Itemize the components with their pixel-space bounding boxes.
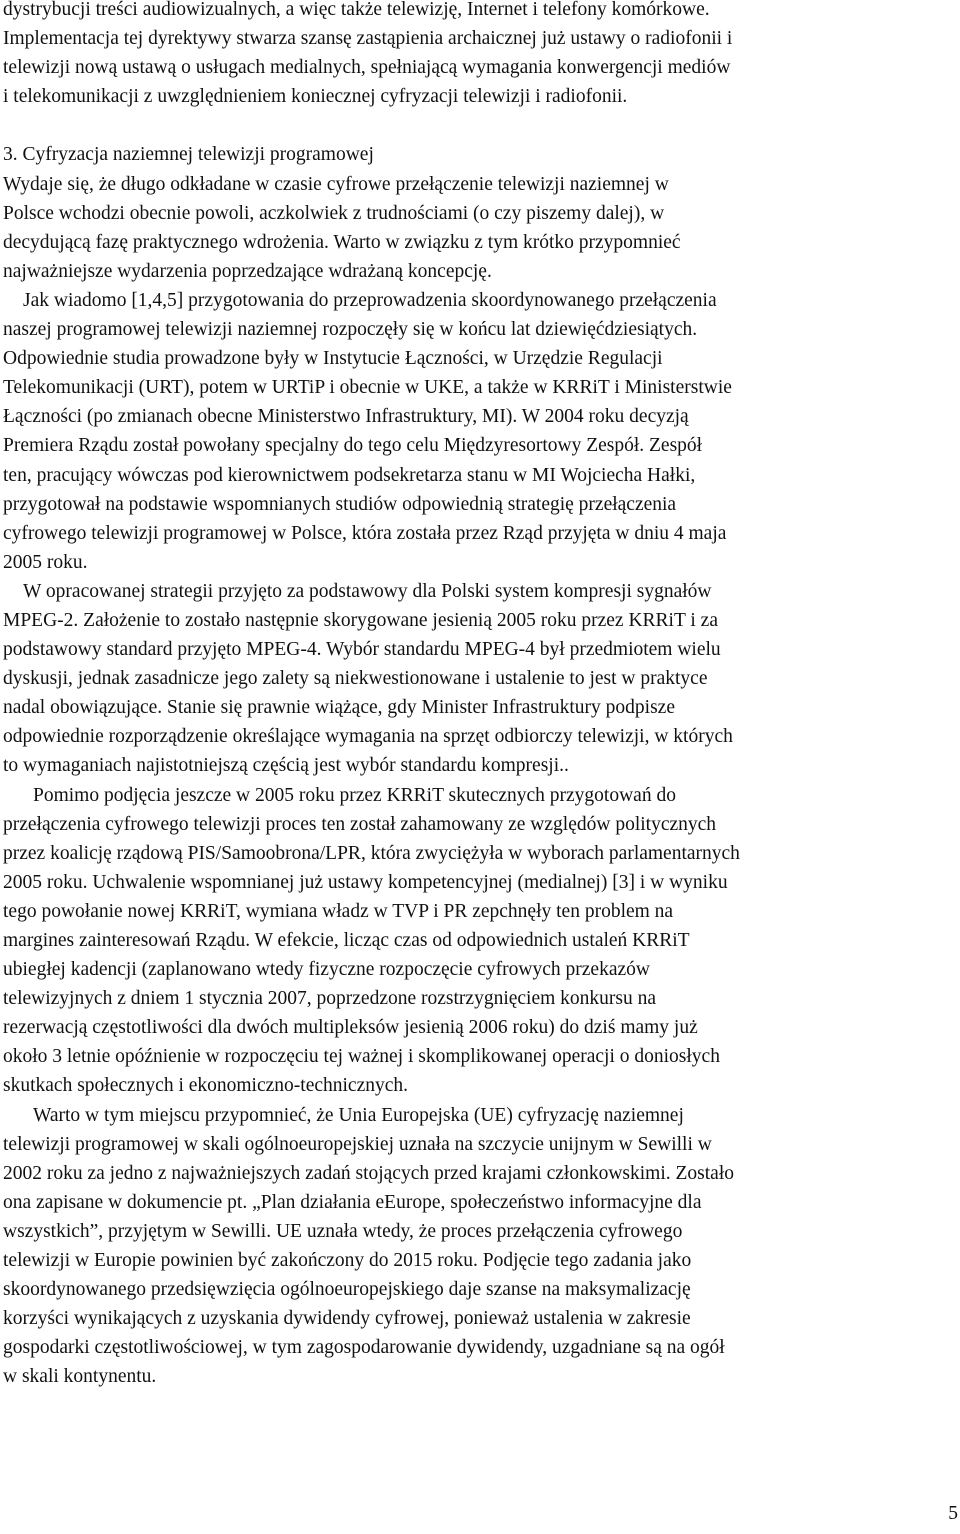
text-line: i telekomunikacji z uwzględnieniem koniecznej cyfryzacji telewizji i radiofonii.: [3, 86, 628, 108]
text-line: w skali kontynentu.: [3, 1366, 157, 1388]
page-number: 5: [948, 1503, 958, 1524]
paragraph-delay: [3, 781, 960, 1101]
text-line: 2005 roku. Uchwalenie wspomnianej już ustawy kompetencyjnej (medialnej) [3] i w wyniku: [3, 871, 728, 893]
text-line: Jak wiadomo [1,4,5] przygotowania do przeprowadzenia skoordynowanego przełączenia: [23, 289, 717, 311]
text-line: odpowiednie rozporządzenie określające wymagania na sprzęt odbiorczy telewizji, w których: [3, 726, 733, 748]
text-line: MPEG-2. Założenie to zostało następnie skorygowane jesienią 2005 roku przez KRRiT i za: [3, 609, 718, 631]
text-line: najważniejsze wydarzenia poprzedzające wdrażaną koncepcję.: [3, 260, 492, 282]
paragraph-gap: [3, 111, 960, 140]
text-line: to wymaganiach najistotniejszą częścią jest wybór standardu kompresji..: [3, 755, 569, 777]
text-line: rezerwacją częstotliwości dla dwóch multipleksów jesienią 2006 roku) do dziś mamy już: [3, 1017, 698, 1039]
text-line: przez koalicję rządową PIS/Samoobrona/LPR, która zwyciężyła w wyborach parlamentarnych: [3, 842, 740, 864]
text-line: przygotował na podstawie wspomnianych studiów odpowiednią strategię przełączenia: [3, 493, 677, 515]
text-line: Odpowiednie studia prowadzone były w Instytucie Łączności, w Urzędzie Regulacji: [3, 348, 663, 370]
text-line: dyskusji, jednak zasadnicze jego zalety są niekwestionowane i ustalenie to jest w praktyce: [3, 668, 708, 690]
text-line: Łączności (po zmianach obecne Ministerstwo Infrastruktury, MI). W 2004 roku decyzją: [3, 406, 689, 428]
text-line: Wydaje się, że długo odkładane w czasie cyfrowe przełączenie telewizji naziemnej w: [3, 173, 669, 195]
text-line: podstawowy standard przyjęto MPEG-4. Wybór standardu MPEG-4 był przedmiotem wielu: [3, 639, 721, 661]
text-line: gospodarki częstotliwościowej, w tym zagospodarowanie dywidendy, uzgadniane są na ogół: [3, 1337, 725, 1359]
text-line: decydującą fazę praktycznego wdrożenia. Warto w związku z tym krótko przypomnieć: [3, 231, 681, 253]
text-line: telewizji nową ustawą o usługach medialnych, spełniającą wymagania konwergencji mediów: [3, 57, 731, 79]
paragraph-eu: [3, 1101, 960, 1392]
paragraph-intro: [3, 0, 960, 111]
text-line: Implementacja tej dyrektywy stwarza szansę zastąpienia archaicznej już ustawy o radiofonii i: [3, 28, 733, 50]
text-line: Polsce wchodzi obecnie powoli, aczkolwiek z trudnościami (o czy piszemy dalej), w: [3, 202, 665, 224]
text-line: tego powołanie nowej KRRiT, wymiana władz w TVP i PR zepchnęły ten problem na: [3, 900, 674, 922]
document-page: [3, 0, 960, 1392]
text-line: korzyści wynikających z uzyskania dywidendy cyfrowej, ponieważ ustalenia w zakresie: [3, 1308, 691, 1330]
text-line: dystrybucji treści audiowizualnych, a więc także telewizję, Internet i telefony komórkowe.: [3, 0, 710, 20]
text-line: Warto w tym miejscu przypomnieć, że Unia Europejska (UE) cyfryzację naziemnej: [33, 1104, 684, 1126]
text-line: Premiera Rządu został powołany specjalny do tego celu Międzyresortowy Zespół. Zespół: [3, 435, 703, 457]
text-line: skoordynowanego przedsięwzięcia ogólnoeuropejskiego daje szanse na maksymalizację: [3, 1279, 691, 1301]
text-line: Telekomunikacji (URT), potem w URTiP i obecnie w UKE, a także w KRRiT i Ministerstwie: [3, 377, 732, 399]
text-line: telewizji programowej w skali ogólnoeuropejskiej uznała na szczycie unijnym w Sewilli w: [3, 1133, 712, 1155]
text-line: wszystkich”, przyjętym w Sewilli. UE uznała wtedy, że proces przełączenia cyfrowego: [3, 1220, 683, 1242]
text-line: przełączenia cyfrowego telewizji proces ten został zahamowany ze względów politycznych: [3, 813, 717, 835]
text-line: ona zapisane w dokumencie pt. „Plan działania eEurope, społeczeństwo informacyjne dla: [3, 1191, 702, 1213]
text-line: cyfrowego telewizji programowej w Polsce, która została przez Rząd przyjęta w dniu 4 maja: [3, 522, 727, 544]
text-line: ten, pracujący wówczas pod kierownictwem podsekretarza stanu w MI Wojciecha Hałki,: [3, 464, 696, 486]
text-line: naszej programowej telewizji naziemnej rozpoczęły się w końcu lat dziewięćdziesiątych.: [3, 319, 698, 341]
text-line: 2002 roku za jedno z najważniejszych zadań stojących przed krajami członkowskimi. Zostało: [3, 1162, 734, 1184]
text-line: nadal obowiązujące. Stanie się prawnie wiążące, gdy Minister Infrastruktury podpisze: [3, 697, 675, 719]
text-line: Pomimo podjęcia jeszcze w 2005 roku przez KRRiT skutecznych przygotowań do: [33, 784, 676, 806]
text-line: telewizyjnych z dniem 1 stycznia 2007, poprzedzone rozstrzygnięciem konkursu na: [3, 988, 657, 1010]
paragraph-strategy: [3, 577, 960, 781]
text-line: telewizji w Europie powinien być zakończony do 2015 roku. Podjęcie tego zadania jako: [3, 1250, 692, 1272]
text-line: ubiegłej kadencji (zaplanowano wtedy fizyczne rozpoczęcie cyfrowych przekazów: [3, 959, 650, 981]
text-line: 2005 roku.: [3, 551, 88, 573]
text-line: skutkach społecznych i ekonomiczno-technicznych.: [3, 1075, 409, 1097]
section-heading: 3. Cyfryzacja naziemnej telewizji programowej: [3, 144, 374, 166]
text-line: około 3 letnie opóźnienie w rozpoczęciu tej ważnej i skomplikowanej operacji o doniosłych: [3, 1046, 720, 1068]
section-3: [3, 140, 960, 285]
text-line: margines zainteresowań Rządu. W efekcie, licząc czas od odpowiednich ustaleń KRRiT: [3, 930, 690, 951]
text-line: W opracowanej strategii przyjęto za podstawowy dla Polski system kompresji sygnałów: [23, 580, 712, 602]
paragraph-history: [3, 286, 960, 577]
